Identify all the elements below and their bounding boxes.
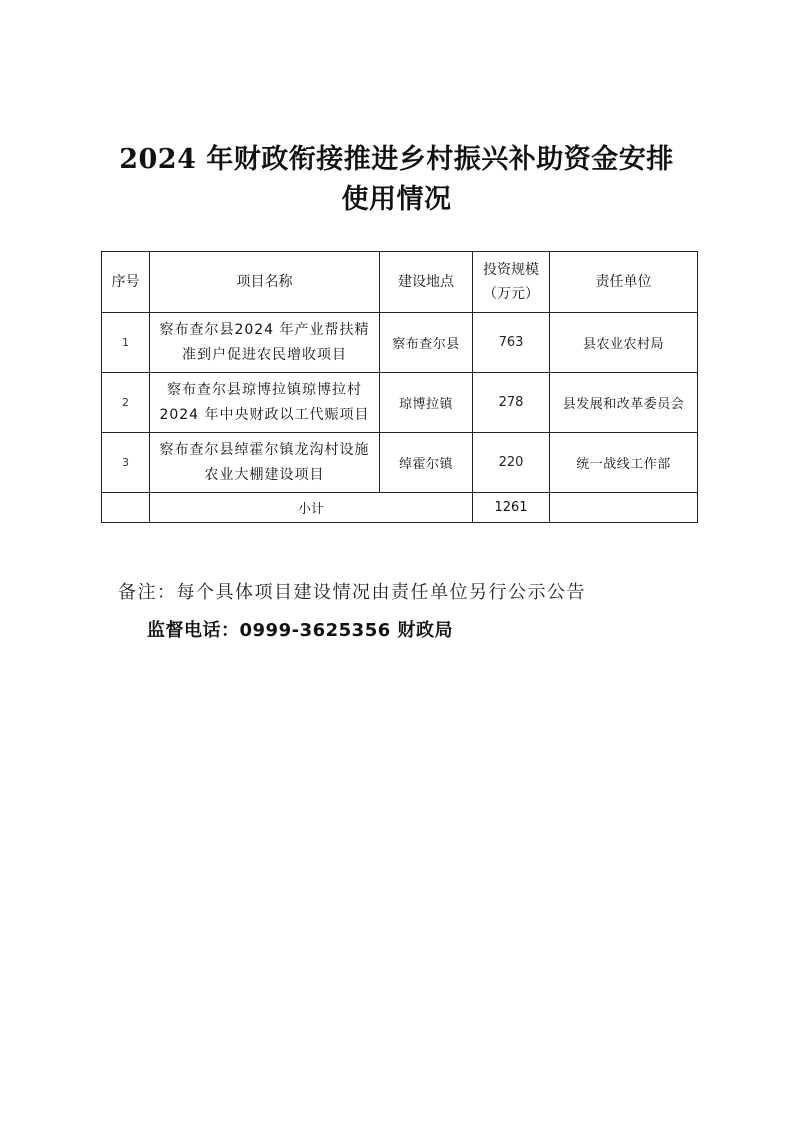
- supervision-hotline: 监督电话：0999-3625356 财政局: [147, 620, 454, 641]
- funding-table: [101, 251, 698, 523]
- remark-note: 备注：每个具体项目建设情况由责任单位另行公示公告: [118, 582, 586, 603]
- subtotal-row: [102, 493, 698, 523]
- row-project-name: [150, 313, 380, 373]
- header-location: 建设地点: [380, 252, 473, 313]
- table-row: [102, 313, 698, 373]
- project-name-line-2: 农业大棚建设项目: [204, 466, 325, 483]
- project-name-line-1: 察布查尔县琼博拉镇琼博拉村: [167, 381, 362, 398]
- subtotal-empty-cell: [550, 493, 698, 523]
- header-investment-line-1: 投资规模: [483, 262, 539, 278]
- header-investment: [473, 252, 550, 313]
- table-row: [102, 433, 698, 493]
- subtotal-empty-cell: [102, 493, 150, 523]
- row-location: 绰霍尔镇: [380, 433, 473, 493]
- project-name-line-2: 2024 年中央财政以工代赈项目: [159, 406, 370, 423]
- page-title-line-2: 使用情况: [341, 184, 452, 215]
- project-name-line-1: 察布查尔县2024 年产业帮扶精: [159, 321, 370, 338]
- row-responsible-unit: 县农业农村局: [550, 313, 698, 373]
- row-investment: 278: [473, 373, 550, 433]
- table-row: [102, 373, 698, 433]
- row-seq: 3: [102, 433, 150, 493]
- header-investment-line-2: （万元）: [483, 286, 539, 302]
- table-header-row: [102, 252, 698, 313]
- project-name-line-2: 准到户促进农民增收项目: [182, 346, 347, 363]
- row-seq: 2: [102, 373, 150, 433]
- page-title-line-1: 2024 年财政衔接推进乡村振兴补助资金安排: [119, 144, 674, 175]
- row-investment: 220: [473, 433, 550, 493]
- row-investment: 763: [473, 313, 550, 373]
- subtotal-label: 小计: [150, 493, 473, 523]
- project-name-line-1: 察布查尔县绰霍尔镇龙沟村设施: [159, 441, 370, 458]
- header-project-name: 项目名称: [150, 252, 380, 313]
- row-seq: 1: [102, 313, 150, 373]
- row-location: 琼博拉镇: [380, 373, 473, 433]
- row-location: 察布查尔县: [380, 313, 473, 373]
- row-project-name: [150, 373, 380, 433]
- header-responsible-unit: 责任单位: [550, 252, 698, 313]
- subtotal-value: 1261: [473, 493, 550, 523]
- row-responsible-unit: 县发展和改革委员会: [550, 373, 698, 433]
- header-seq: 序号: [102, 252, 150, 313]
- row-project-name: [150, 433, 380, 493]
- row-responsible-unit: 统一战线工作部: [550, 433, 698, 493]
